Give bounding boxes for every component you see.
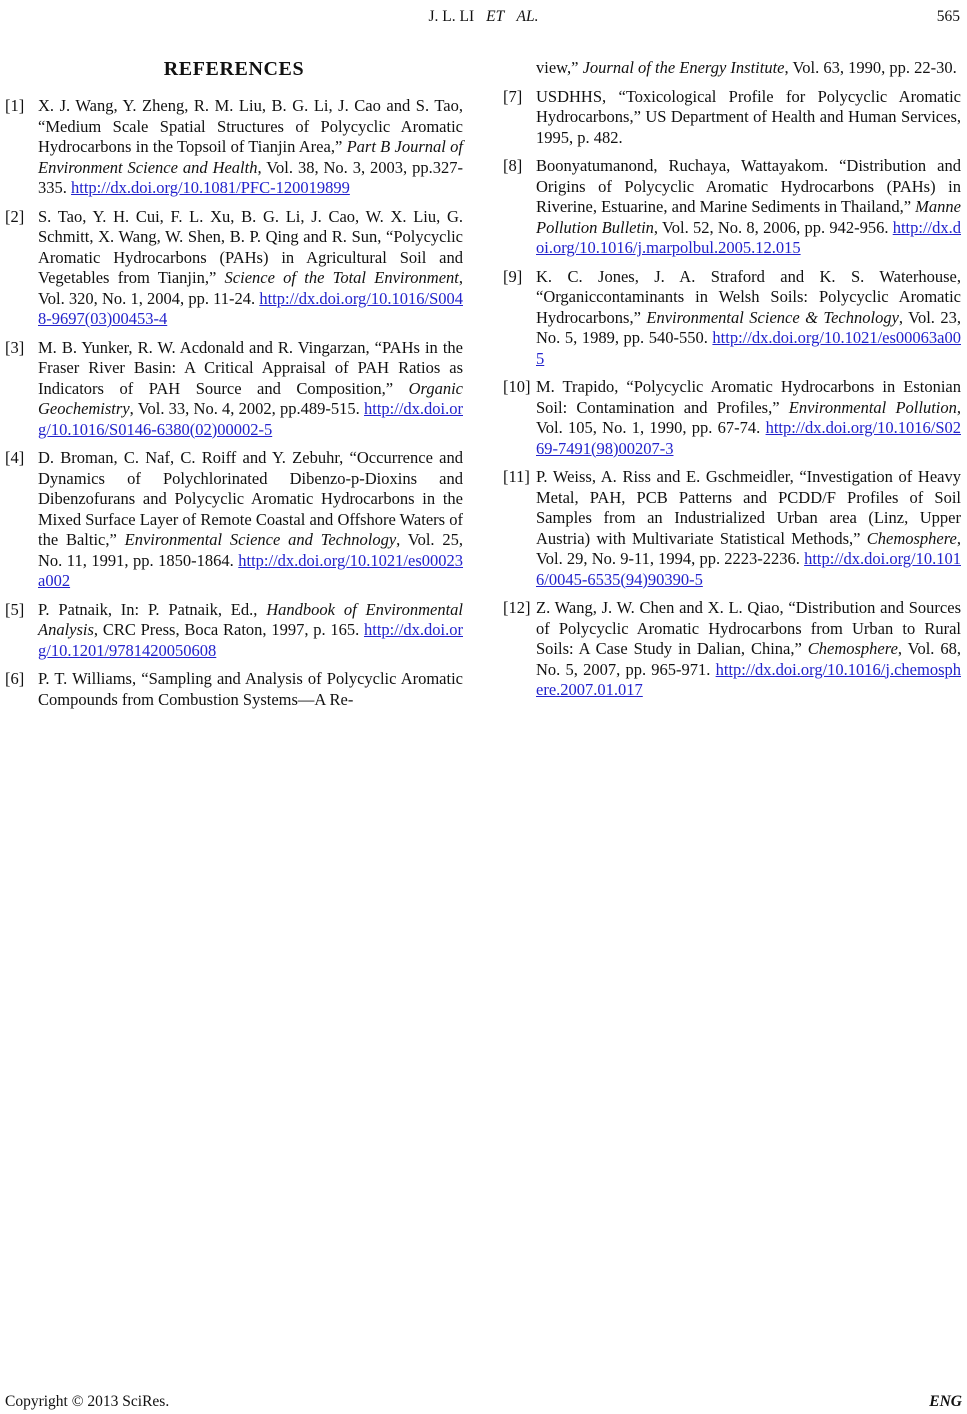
reference-number: [12] (503, 598, 531, 617)
reference-text (38, 669, 463, 710)
reference-text-segment: view,” (536, 58, 583, 77)
reference-number: [10] (503, 377, 531, 396)
reference-text (536, 87, 961, 149)
reference-text-segment: D. Broman, C. Naf, C. Roiff and Y. Zebuhr, “Occurrence and Dynamics of Polychlorinated Dibenzo-p-Dioxins and Dibenzofurans and Polycyclic Aromatic Hydrocarbons in the Mixed Surface Layer of Remote Coastal and Offshore Waters of the Baltic,” (38, 448, 463, 549)
reference-item (503, 156, 961, 259)
reference-list-left (5, 96, 463, 710)
doi-link[interactable]: http://dx.doi.org/10.1016/0045-6535(94)90390-5 (536, 549, 961, 589)
running-title-etal: ET AL. (486, 8, 539, 25)
column-right (503, 58, 961, 718)
reference-text-segment: , Vol. 52, No. 8, 2006, pp. 942-956. (653, 217, 893, 237)
doi-link[interactable]: http://dx.doi.org/10.1201/9781420050608 (38, 620, 463, 660)
running-title-authors: J. L. LI (428, 8, 475, 25)
reference-number: [6] (5, 669, 25, 688)
reference-text-segment: Z. Wang, J. W. Chen and X. L. Qiao, “Distribution and Sources of Polycyclic Aromatic Hydrocarbons from Urban to Rural Soils: A Case Study in Dalian, China,” (536, 598, 961, 658)
journal-name: Journal of the Energy Institute (582, 58, 785, 77)
journal-name: Environmental Science & Technology (646, 307, 899, 327)
reference-item (5, 669, 463, 710)
reference-text (38, 600, 463, 662)
running-title (5, 8, 962, 26)
doi-link[interactable]: http://dx.doi.org/10.1021/es00023a002 (38, 550, 463, 590)
copyright-notice: Copyright © 2013 SciRes. (5, 1393, 170, 1410)
reference-text-segment: , Vol. 25, No. 11, 1991, pp. 1850-1864. (38, 530, 463, 570)
doi-link[interactable]: http://dx.doi.org/10.1016/S0269-7491(98)00207-3 (536, 418, 961, 458)
reference-text (536, 598, 961, 701)
reference-text-segment: , Vol. 68, No. 5, 2007, pp. 965-971. (536, 639, 961, 679)
reference-text (536, 267, 961, 370)
reference-number: [1] (5, 96, 25, 115)
reference-number: [11] (503, 467, 530, 486)
reference-text-segment: , CRC Press, Boca Raton, 1997, p. 165. (93, 620, 364, 639)
journal-code: ENG (929, 1393, 962, 1410)
doi-link[interactable]: http://dx.doi.org/10.1016/S0146-6380(02)00002-5 (38, 399, 463, 439)
doi-link[interactable]: http://dx.doi.org/10.1081/PFC-120019899 (71, 178, 350, 197)
reference-text-segment: S. Tao, Y. H. Cui, F. L. Xu, B. G. Li, J. Cao, W. X. Liu, G. Schmitt, X. Wang, W. Shen, B. P. Qing and R. Sun, “Polycyclic Aromatic Hydrocarbons (PAHs) in Agricultural Soil and Vegetables from Tianjin,” (38, 206, 463, 287)
reference-number (503, 58, 536, 79)
reference-text (536, 58, 961, 79)
reference-number: [4] (5, 448, 25, 467)
reference-text (536, 467, 961, 590)
journal-name: Part B Journal of Environment Science and Health (38, 137, 463, 177)
reference-text-segment: M. B. Yunker, R. W. Acdonald and R. Vingarzan, “PAHs in the Fraser River Basin: A Critical Appraisal of PAH Ratios as Indicators of PAH Source and Composition,” (38, 337, 463, 398)
reference-item (503, 87, 961, 149)
journal-name: Chemosphere (807, 639, 898, 658)
journal-name: Organic Geochemistry (38, 378, 463, 418)
reference-text-segment: , Vol. 320, No. 1, 2004, pp. 11-24. (38, 268, 463, 308)
reference-list-right (503, 58, 961, 701)
column-left (5, 58, 463, 718)
reference-item (5, 338, 463, 441)
reference-text-segment: K. C. Jones, J. A. Straford and K. S. Waterhouse, “Organiccontaminants in Welsh Soils: Polycyclic Aromatic Hydrocarbons,” (536, 266, 961, 327)
reference-text-segment: M. Trapido, “Polycyclic Aromatic Hydrocarbons in Estonian Soil: Contamination and Profiles,” (536, 377, 961, 417)
reference-text-segment: X. J. Wang, Y. Zheng, R. M. Liu, B. G. Li, J. Cao and S. Tao, “Medium Scale Spatial Structures of Polycyclic Aromatic Hydrocarbons in the Topsoil of Tianjin Area,” (38, 96, 463, 156)
journal-name: Environmental Science and Technology (124, 530, 397, 549)
doi-link[interactable]: http://dx.doi.org/10.1016/S0048-9697(03)00453-4 (38, 288, 463, 328)
reference-text (536, 377, 961, 459)
reference-number: [2] (5, 206, 25, 226)
reference-text-segment: , Vol. 29, No. 9-11, 1994, pp. 2223-2236. (536, 528, 961, 568)
reference-item (503, 467, 961, 590)
reference-text-segment: P. Patnaik, In: P. Patnaik, Ed., (38, 599, 267, 619)
reference-item (503, 598, 961, 701)
reference-text-segment: Boonyatumanond, Ruchaya, Wattayakom. “Distribution and Origins of Polycyclic Aromatic Hydrocarbons (PAHs) in Riverine, Estuarine, and Marine Sediments in Thailand,” (536, 156, 961, 216)
reference-item (5, 96, 463, 199)
reference-text (536, 156, 961, 259)
journal-name: Science of the Total Environment (224, 268, 459, 287)
reference-text (38, 96, 463, 199)
journal-name: Handbook of Environmental Analysis (38, 599, 463, 639)
journal-name: Environmental Pollution (788, 397, 957, 417)
reference-text-segment: , Vol. 38, No. 3, 2003, pp.327-335. (38, 157, 463, 197)
reference-text (38, 207, 463, 330)
reference-item (5, 207, 463, 330)
reference-text-segment: , Vol. 63, 1990, pp. 22-30. (784, 58, 957, 77)
page-footer (5, 1393, 962, 1411)
reference-item (5, 448, 463, 592)
section-title: REFERENCES (163, 58, 305, 80)
reference-number: [8] (503, 156, 523, 175)
reference-number: [9] (503, 266, 523, 286)
page-number: 565 (936, 8, 960, 25)
reference-text-segment: P. Weiss, A. Riss and E. Gschmeidler, “Investigation of Heavy Metal, PAH, PCB Patterns and PCDD/F Profiles of Soil Samples from an Industrialized Urban area (Linz, Upper Austria) with Multivariate Statistical Methods,” (536, 467, 961, 548)
reference-item (503, 377, 961, 459)
reference-text-segment: , Vol. 23, No. 5, 1989, pp. 540-550. (536, 307, 962, 347)
doi-link[interactable]: http://dx.doi.org/10.1016/j.marpolbul.2005.12.015 (536, 217, 961, 257)
reference-text-segment: , Vol. 105, No. 1, 1990, pp. 67-74. (536, 397, 962, 437)
reference-text (38, 338, 463, 441)
doi-link[interactable]: http://dx.doi.org/10.1021/es00063a005 (536, 328, 961, 368)
reference-item (5, 600, 463, 662)
reference-item (503, 267, 961, 370)
reference-continuation (503, 58, 961, 79)
reference-text-segment: P. T. Williams, “Sampling and Analysis of Polycyclic Aromatic Compounds from Combustion Systems—A Re- (38, 669, 463, 709)
reference-text-segment: USDHHS, “Toxicological Profile for Polycyclic Aromatic Hydrocarbons,” US Department of Health and Human Services, 1995, p. 482. (536, 86, 961, 147)
reference-number: [7] (503, 86, 523, 106)
reference-text (38, 448, 463, 592)
reference-number: [5] (5, 599, 25, 619)
journal-name: Chemosphere (866, 528, 957, 548)
running-head (5, 8, 962, 32)
doi-link[interactable]: http://dx.doi.org/10.1016/j.chemosphere.2007.01.017 (536, 659, 961, 699)
reference-text-segment: , Vol. 33, No. 4, 2002, pp.489-515. (129, 399, 364, 418)
reference-columns (5, 58, 962, 718)
reference-number: [3] (5, 337, 25, 357)
journal-name: Manne Pollution Bulletin (536, 197, 961, 237)
